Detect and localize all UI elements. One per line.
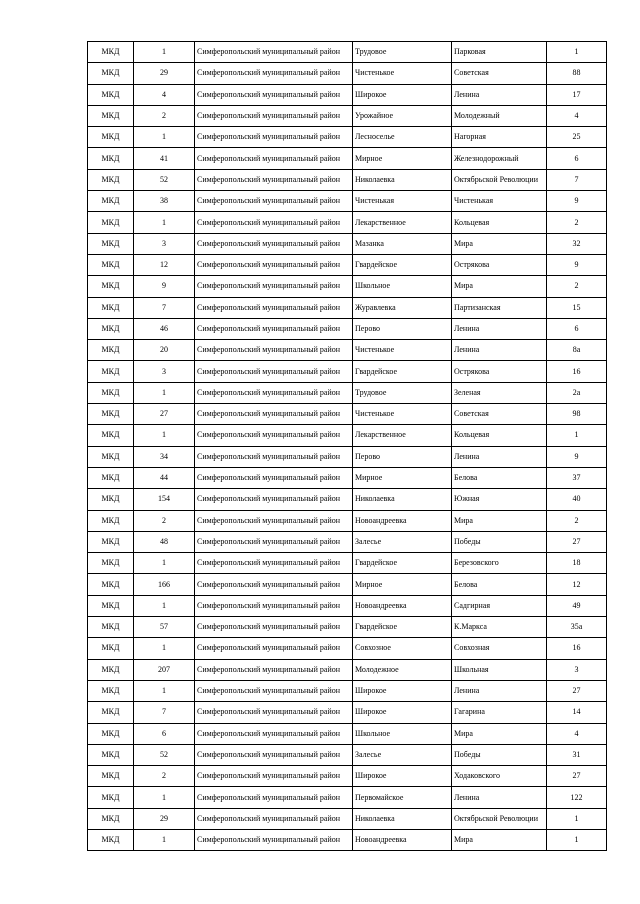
number-cell: 2	[134, 510, 195, 531]
house-number-cell: 2	[547, 276, 607, 297]
type-cell: МКД	[88, 105, 134, 126]
house-number-cell: 1	[547, 42, 607, 63]
street-cell: Ленина	[452, 787, 547, 808]
district-cell: Симферопольский муниципальный район	[195, 148, 353, 169]
type-cell: МКД	[88, 212, 134, 233]
number-cell: 20	[134, 340, 195, 361]
table-row	[88, 446, 607, 467]
street-cell: Мира	[452, 723, 547, 744]
district-cell: Симферопольский муниципальный район	[195, 276, 353, 297]
type-cell: МКД	[88, 382, 134, 403]
number-cell: 2	[134, 105, 195, 126]
settlement-cell: Залесье	[353, 531, 452, 552]
settlement-cell: Урожайное	[353, 105, 452, 126]
settlement-cell: Широкое	[353, 766, 452, 787]
house-number-cell: 9	[547, 446, 607, 467]
table-row	[88, 659, 607, 680]
number-cell: 29	[134, 63, 195, 84]
table-row	[88, 233, 607, 254]
district-cell: Симферопольский муниципальный район	[195, 638, 353, 659]
table-row	[88, 212, 607, 233]
district-cell: Симферопольский муниципальный район	[195, 467, 353, 488]
house-number-cell: 3	[547, 659, 607, 680]
table-row	[88, 829, 607, 850]
district-cell: Симферопольский муниципальный район	[195, 744, 353, 765]
settlement-cell: Гвардейское	[353, 617, 452, 638]
district-cell: Симферопольский муниципальный район	[195, 574, 353, 595]
number-cell: 7	[134, 297, 195, 318]
table-row	[88, 254, 607, 275]
house-number-cell: 4	[547, 105, 607, 126]
house-number-cell: 1	[547, 808, 607, 829]
type-cell: МКД	[88, 361, 134, 382]
number-cell: 1	[134, 829, 195, 850]
district-cell: Симферопольский муниципальный район	[195, 510, 353, 531]
number-cell: 1	[134, 595, 195, 616]
type-cell: МКД	[88, 723, 134, 744]
number-cell: 1	[134, 212, 195, 233]
type-cell: МКД	[88, 553, 134, 574]
number-cell: 1	[134, 382, 195, 403]
table-row	[88, 297, 607, 318]
house-number-cell: 31	[547, 744, 607, 765]
type-cell: МКД	[88, 531, 134, 552]
street-cell: Ленина	[452, 340, 547, 361]
number-cell: 44	[134, 467, 195, 488]
house-number-cell: 2	[547, 510, 607, 531]
table-row	[88, 148, 607, 169]
house-number-cell: 88	[547, 63, 607, 84]
street-cell: Победы	[452, 531, 547, 552]
type-cell: МКД	[88, 318, 134, 339]
district-cell: Симферопольский муниципальный район	[195, 680, 353, 701]
street-cell: Совхозная	[452, 638, 547, 659]
number-cell: 34	[134, 446, 195, 467]
district-cell: Симферопольский муниципальный район	[195, 382, 353, 403]
settlement-cell: Перово	[353, 318, 452, 339]
settlement-cell: Залесье	[353, 744, 452, 765]
type-cell: МКД	[88, 404, 134, 425]
settlement-cell: Широкое	[353, 84, 452, 105]
type-cell: МКД	[88, 148, 134, 169]
type-cell: МКД	[88, 467, 134, 488]
type-cell: МКД	[88, 340, 134, 361]
settlement-cell: Мирное	[353, 467, 452, 488]
settlement-cell: Новоандреевка	[353, 829, 452, 850]
number-cell: 41	[134, 148, 195, 169]
number-cell: 52	[134, 169, 195, 190]
street-cell: Партизанская	[452, 297, 547, 318]
house-number-cell: 4	[547, 723, 607, 744]
number-cell: 4	[134, 84, 195, 105]
type-cell: МКД	[88, 233, 134, 254]
type-cell: МКД	[88, 680, 134, 701]
table-row	[88, 340, 607, 361]
house-number-cell: 2	[547, 212, 607, 233]
settlement-cell: Новоандреевка	[353, 510, 452, 531]
table-row	[88, 574, 607, 595]
settlement-cell: Гвардейское	[353, 553, 452, 574]
type-cell: МКД	[88, 63, 134, 84]
number-cell: 46	[134, 318, 195, 339]
settlement-cell: Школьное	[353, 723, 452, 744]
type-cell: МКД	[88, 766, 134, 787]
street-cell: Октябрьской Революции	[452, 808, 547, 829]
house-number-cell: 27	[547, 766, 607, 787]
street-cell: Острякова	[452, 254, 547, 275]
house-number-cell: 37	[547, 467, 607, 488]
settlement-cell: Мазанка	[353, 233, 452, 254]
district-cell: Симферопольский муниципальный район	[195, 702, 353, 723]
table-row	[88, 42, 607, 63]
house-number-cell: 7	[547, 169, 607, 190]
table-row	[88, 702, 607, 723]
table-row	[88, 105, 607, 126]
settlement-cell: Чистенькое	[353, 404, 452, 425]
table-row	[88, 127, 607, 148]
house-number-cell: 16	[547, 361, 607, 382]
number-cell: 57	[134, 617, 195, 638]
district-cell: Симферопольский муниципальный район	[195, 617, 353, 638]
type-cell: МКД	[88, 617, 134, 638]
settlement-cell: Молодежное	[353, 659, 452, 680]
street-cell: Садгирная	[452, 595, 547, 616]
settlement-cell: Мирное	[353, 148, 452, 169]
settlement-cell: Широкое	[353, 680, 452, 701]
house-number-cell: 6	[547, 148, 607, 169]
number-cell: 7	[134, 702, 195, 723]
street-cell: Мира	[452, 233, 547, 254]
number-cell: 1	[134, 638, 195, 659]
number-cell: 1	[134, 127, 195, 148]
number-cell: 29	[134, 808, 195, 829]
house-number-cell: 27	[547, 680, 607, 701]
district-cell: Симферопольский муниципальный район	[195, 425, 353, 446]
district-cell: Симферопольский муниципальный район	[195, 766, 353, 787]
house-number-cell: 16	[547, 638, 607, 659]
house-number-cell: 27	[547, 531, 607, 552]
table-row	[88, 531, 607, 552]
type-cell: МКД	[88, 829, 134, 850]
house-number-cell: 9	[547, 254, 607, 275]
table-row	[88, 382, 607, 403]
settlement-cell: Лекарственное	[353, 425, 452, 446]
table-row	[88, 84, 607, 105]
district-cell: Симферопольский муниципальный район	[195, 595, 353, 616]
type-cell: МКД	[88, 169, 134, 190]
district-cell: Симферопольский муниципальный район	[195, 787, 353, 808]
type-cell: МКД	[88, 787, 134, 808]
table-row	[88, 169, 607, 190]
settlement-cell: Николаевка	[353, 169, 452, 190]
type-cell: МКД	[88, 510, 134, 531]
house-number-cell: 1	[547, 425, 607, 446]
house-number-cell: 6	[547, 318, 607, 339]
settlement-cell: Школьное	[353, 276, 452, 297]
table-row	[88, 425, 607, 446]
settlement-cell: Трудовое	[353, 382, 452, 403]
street-cell: Советская	[452, 404, 547, 425]
district-cell: Симферопольский муниципальный район	[195, 808, 353, 829]
district-cell: Симферопольский муниципальный район	[195, 829, 353, 850]
type-cell: МКД	[88, 702, 134, 723]
street-cell: Парковая	[452, 42, 547, 63]
number-cell: 1	[134, 680, 195, 701]
house-number-cell: 2а	[547, 382, 607, 403]
table-row	[88, 723, 607, 744]
settlement-cell: Чистенькое	[353, 340, 452, 361]
type-cell: МКД	[88, 42, 134, 63]
settlement-cell: Совхозное	[353, 638, 452, 659]
table-row	[88, 467, 607, 488]
house-number-cell: 15	[547, 297, 607, 318]
table-row	[88, 510, 607, 531]
district-cell: Симферопольский муниципальный район	[195, 404, 353, 425]
table-body	[88, 42, 607, 851]
number-cell: 38	[134, 191, 195, 212]
house-number-cell: 35а	[547, 617, 607, 638]
number-cell: 3	[134, 361, 195, 382]
street-cell: Ленина	[452, 84, 547, 105]
table-row	[88, 63, 607, 84]
table-row	[88, 766, 607, 787]
district-cell: Симферопольский муниципальный район	[195, 84, 353, 105]
street-cell: Мира	[452, 829, 547, 850]
house-number-cell: 9	[547, 191, 607, 212]
street-cell: Чистенькая	[452, 191, 547, 212]
type-cell: МКД	[88, 808, 134, 829]
district-cell: Симферопольский муниципальный район	[195, 361, 353, 382]
number-cell: 52	[134, 744, 195, 765]
type-cell: МКД	[88, 574, 134, 595]
district-cell: Симферопольский муниципальный район	[195, 340, 353, 361]
settlement-cell: Чистенькая	[353, 191, 452, 212]
street-cell: Белова	[452, 574, 547, 595]
house-number-cell: 8а	[547, 340, 607, 361]
house-number-cell: 18	[547, 553, 607, 574]
table-row	[88, 489, 607, 510]
number-cell: 1	[134, 425, 195, 446]
street-cell: Кольцевая	[452, 212, 547, 233]
table-row	[88, 191, 607, 212]
district-cell: Симферопольский муниципальный район	[195, 723, 353, 744]
number-cell: 9	[134, 276, 195, 297]
number-cell: 48	[134, 531, 195, 552]
house-number-cell: 14	[547, 702, 607, 723]
district-cell: Симферопольский муниципальный район	[195, 297, 353, 318]
number-cell: 1	[134, 553, 195, 574]
district-cell: Симферопольский муниципальный район	[195, 42, 353, 63]
street-cell: Зеленая	[452, 382, 547, 403]
district-cell: Симферопольский муниципальный район	[195, 212, 353, 233]
type-cell: МКД	[88, 489, 134, 510]
street-cell: Ленина	[452, 318, 547, 339]
table-row	[88, 361, 607, 382]
house-number-cell: 12	[547, 574, 607, 595]
type-cell: МКД	[88, 446, 134, 467]
street-cell: Ленина	[452, 446, 547, 467]
settlement-cell: Чистенькое	[353, 63, 452, 84]
street-cell: Острякова	[452, 361, 547, 382]
street-cell: Советская	[452, 63, 547, 84]
settlement-cell: Новоандреевка	[353, 595, 452, 616]
table-row	[88, 404, 607, 425]
number-cell: 2	[134, 766, 195, 787]
district-cell: Симферопольский муниципальный район	[195, 105, 353, 126]
type-cell: МКД	[88, 659, 134, 680]
settlement-cell: Широкое	[353, 702, 452, 723]
housing-table	[87, 41, 607, 851]
table-row	[88, 787, 607, 808]
number-cell: 3	[134, 233, 195, 254]
district-cell: Симферопольский муниципальный район	[195, 489, 353, 510]
street-cell: Мира	[452, 510, 547, 531]
table-row	[88, 638, 607, 659]
number-cell: 1	[134, 42, 195, 63]
type-cell: МКД	[88, 254, 134, 275]
table-row	[88, 276, 607, 297]
district-cell: Симферопольский муниципальный район	[195, 254, 353, 275]
number-cell: 154	[134, 489, 195, 510]
table-row	[88, 744, 607, 765]
type-cell: МКД	[88, 425, 134, 446]
table-row	[88, 680, 607, 701]
table-row	[88, 318, 607, 339]
table-row	[88, 808, 607, 829]
number-cell: 6	[134, 723, 195, 744]
table-row	[88, 617, 607, 638]
house-number-cell: 122	[547, 787, 607, 808]
district-cell: Симферопольский муниципальный район	[195, 659, 353, 680]
district-cell: Симферопольский муниципальный район	[195, 531, 353, 552]
street-cell: Школьная	[452, 659, 547, 680]
house-number-cell: 49	[547, 595, 607, 616]
type-cell: МКД	[88, 276, 134, 297]
settlement-cell: Николаевка	[353, 808, 452, 829]
street-cell: Нагорная	[452, 127, 547, 148]
district-cell: Симферопольский муниципальный район	[195, 553, 353, 574]
street-cell: Железнодорожный	[452, 148, 547, 169]
settlement-cell: Журавлевка	[353, 297, 452, 318]
district-cell: Симферопольский муниципальный район	[195, 169, 353, 190]
settlement-cell: Лекарственное	[353, 212, 452, 233]
street-cell: Октябрьской Революции	[452, 169, 547, 190]
house-number-cell: 17	[547, 84, 607, 105]
street-cell: Кольцевая	[452, 425, 547, 446]
type-cell: МКД	[88, 191, 134, 212]
number-cell: 27	[134, 404, 195, 425]
table-row	[88, 553, 607, 574]
street-cell: Березовского	[452, 553, 547, 574]
settlement-cell: Перово	[353, 446, 452, 467]
type-cell: МКД	[88, 595, 134, 616]
district-cell: Симферопольский муниципальный район	[195, 191, 353, 212]
house-number-cell: 25	[547, 127, 607, 148]
street-cell: Молодежный	[452, 105, 547, 126]
settlement-cell: Гвардейское	[353, 361, 452, 382]
house-number-cell: 98	[547, 404, 607, 425]
district-cell: Симферопольский муниципальный район	[195, 127, 353, 148]
settlement-cell: Первомайское	[353, 787, 452, 808]
district-cell: Симферопольский муниципальный район	[195, 233, 353, 254]
settlement-cell: Гвардейское	[353, 254, 452, 275]
street-cell: Мира	[452, 276, 547, 297]
table-row	[88, 595, 607, 616]
street-cell: Белова	[452, 467, 547, 488]
type-cell: МКД	[88, 127, 134, 148]
street-cell: К.Маркса	[452, 617, 547, 638]
number-cell: 1	[134, 787, 195, 808]
settlement-cell: Николаевка	[353, 489, 452, 510]
street-cell: Ленина	[452, 680, 547, 701]
number-cell: 12	[134, 254, 195, 275]
type-cell: МКД	[88, 297, 134, 318]
district-cell: Симферопольский муниципальный район	[195, 446, 353, 467]
number-cell: 166	[134, 574, 195, 595]
street-cell: Победы	[452, 744, 547, 765]
type-cell: МКД	[88, 638, 134, 659]
number-cell: 207	[134, 659, 195, 680]
settlement-cell: Лесноселье	[353, 127, 452, 148]
type-cell: МКД	[88, 84, 134, 105]
house-number-cell: 32	[547, 233, 607, 254]
settlement-cell: Трудовое	[353, 42, 452, 63]
settlement-cell: Мирное	[353, 574, 452, 595]
street-cell: Южная	[452, 489, 547, 510]
district-cell: Симферопольский муниципальный район	[195, 63, 353, 84]
house-number-cell: 40	[547, 489, 607, 510]
street-cell: Гагарина	[452, 702, 547, 723]
house-number-cell: 1	[547, 829, 607, 850]
type-cell: МКД	[88, 744, 134, 765]
district-cell: Симферопольский муниципальный район	[195, 318, 353, 339]
street-cell: Ходаковского	[452, 766, 547, 787]
